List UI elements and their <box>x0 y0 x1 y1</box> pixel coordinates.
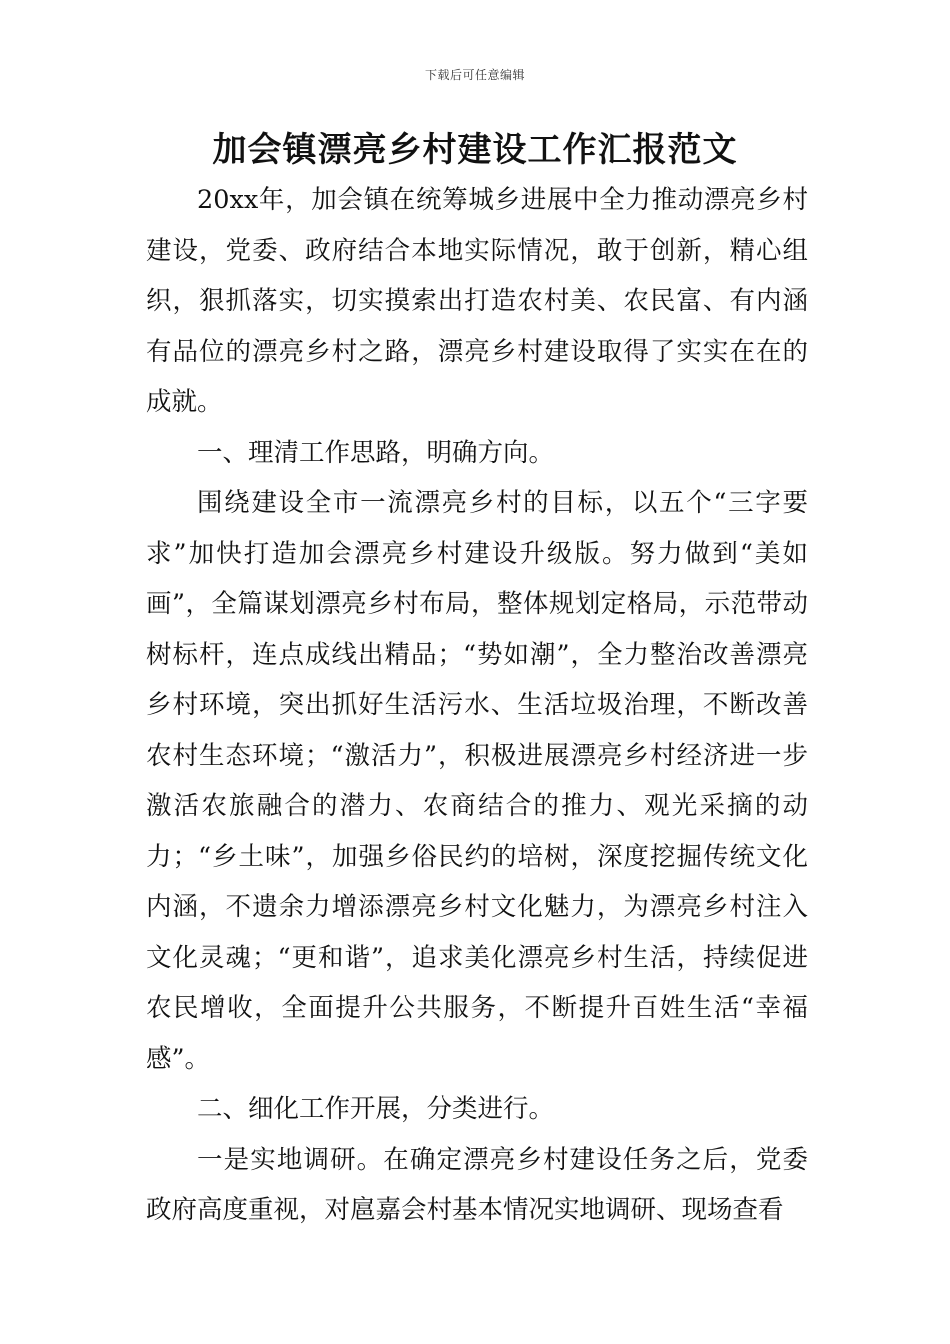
paragraph-goals: 围绕建设全市一流漂亮乡村的目标，以五个“三字要求”加快打造加会漂亮乡村建设升级版。努力做到“美如画”，全篇谋划漂亮乡村布局，整体规划定格局，示范带动树标杆，连点成线出精品；“势如潮”，全力整治改善漂亮乡村环境，突出抓好生活污水、生活垃圾治理，不断改善农村生态环境；“激活力”，积极进展漂亮乡村经济进一步激活农旅融合的潜力、农商结合的推力、观光采摘的动力；“乡土味”，加强乡俗民约的培树，深度挖掘传统文化内涵，不遗余力增添漂亮乡村文化魅力，为漂亮乡村注入文化灵魂；“更和谐”，追求美化漂亮乡村生活，持续促进农民增收，全面提升公共服务，不断提升百姓生活“幸福感”。 <box>146 488 808 1074</box>
paragraph-intro: 20xx年，加会镇在统筹城乡进展中全力推动漂亮乡村建设，党委、政府结合本地实际情况，敢于创新，精心组织，狠抓落实，切实摸索出打造农村美、农民富、有内涵有品位的漂亮乡村之路，漂亮乡村建设取得了实实在在的成就。 <box>146 185 808 417</box>
section-heading-1: 一、理清工作思路，明确方向。 <box>197 437 555 468</box>
section-heading-2: 二、细化工作开展，分类进行。 <box>197 1094 555 1124</box>
document-body <box>146 175 808 1236</box>
paragraph-research: 一是实地调研。在确定漂亮乡村建设任务之后，党委政府高度重视，对扈嘉会村基本情况实地调研、现场查看 <box>146 1144 808 1225</box>
document-title: 加会镇漂亮乡村建设工作汇报范文 <box>212 130 738 170</box>
header-note: 下载后可任意编辑 <box>424 68 525 82</box>
